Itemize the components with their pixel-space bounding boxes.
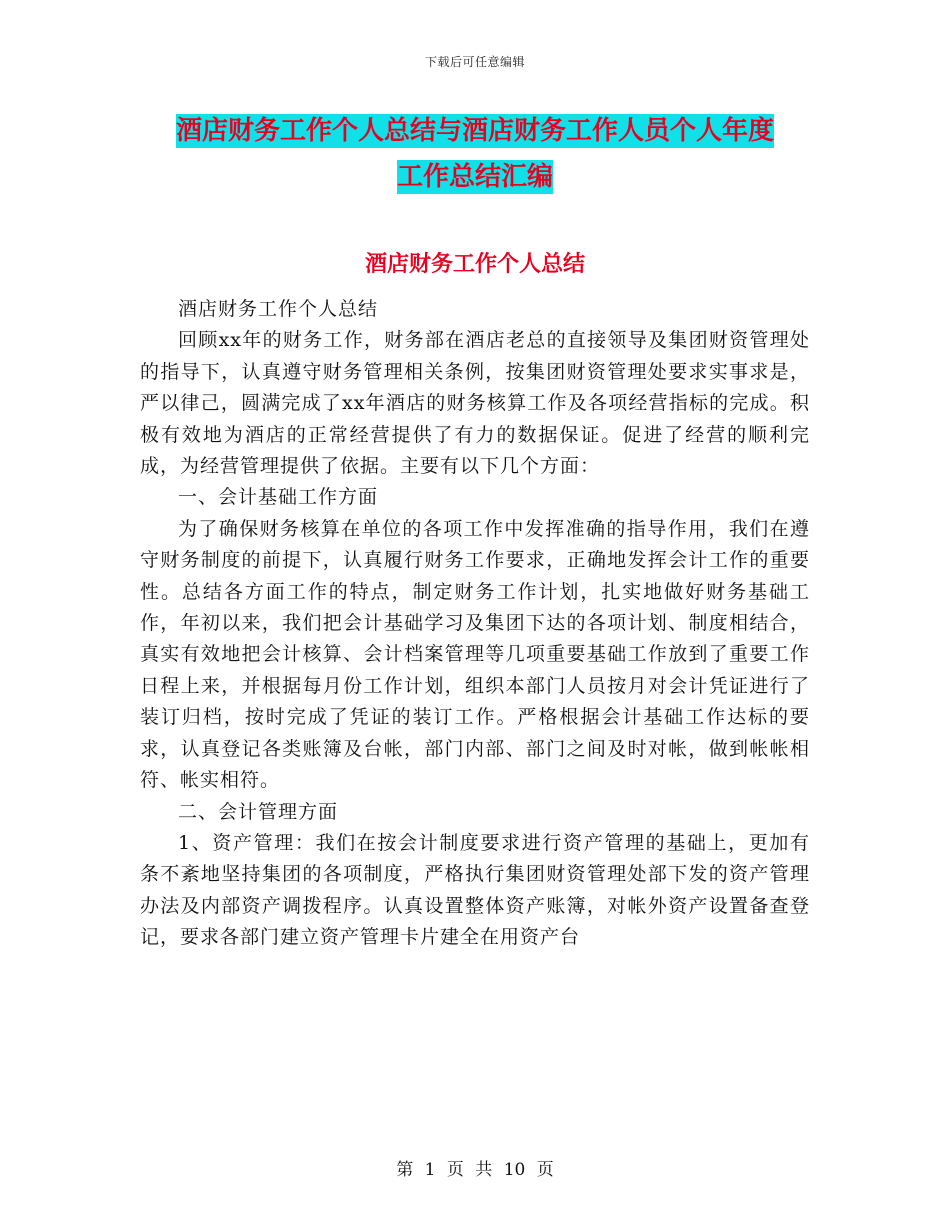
paragraph: 1、资产管理：我们在按会计制度要求进行资产管理的基础上，更加有条不紊地坚持集团的各项制度，严格执行集团财资管理处部下发的资产管理办法及内部资产调拨程序。认真设置整体资产账簿，对帐外资产设置备查登记，要求各部门建立资产管理卡片建全在用资产台: [140, 831, 810, 949]
document-title-line-1: 酒店财务工作个人总结与酒店财务工作人员个人年度: [175, 116, 774, 146]
paragraph: 一、会计基础工作方面: [178, 486, 379, 509]
paragraph: 酒店财务工作个人总结: [178, 298, 379, 320]
paragraph: 二、会计管理方面: [178, 800, 339, 823]
paragraph: 回顾xx年的财务工作，财务部在酒店老总的直接领导及集团财资管理处的指导下，认真遵守财务管理相关条例，按集团财资管理处要求实事求是，严以律己，圆满完成了xx年酒店的财务核算工作及各项经营指标的完成。积极有效地为酒店的正常经营提供了有力的数据保证。促进了经营的顺利完成，为经营管理提供了依据。主要有以下几个方面：: [140, 329, 810, 478]
document-title-line-2: 工作总结汇编: [396, 162, 553, 192]
header-note: 下载后可任意编辑: [424, 55, 525, 69]
paragraph: 为了确保财务核算在单位的各项工作中发挥准确的指导作用，我们在遵守财务制度的前提下，认真履行财务工作要求，正确地发挥会计工作的重要性。总结各方面工作的特点，制定财务工作计划，扎实地做好财务基础工作，年初以来，我们把会计基础学习及集团下达的各项计划、制度相结合，真实有效地把会计核算、会计档案管理等几项重要基础工作放到了重要工作日程上来，并根据每月份工作计划，组织本部门人员按月对会计凭证进行了装订归档，按时完成了凭证的装订工作。严格根据会计基础工作达标的要求，认真登记各类账簿及台帐，部门内部、部门之间及时对帐，做到帐帐相符、帐实相符。: [140, 517, 810, 792]
document-title: [140, 108, 810, 200]
section-title: 酒店财务工作个人总结: [364, 252, 585, 277]
page-footer: 第 1 页 共 10 页: [396, 1160, 554, 1180]
document-body: [140, 294, 810, 954]
